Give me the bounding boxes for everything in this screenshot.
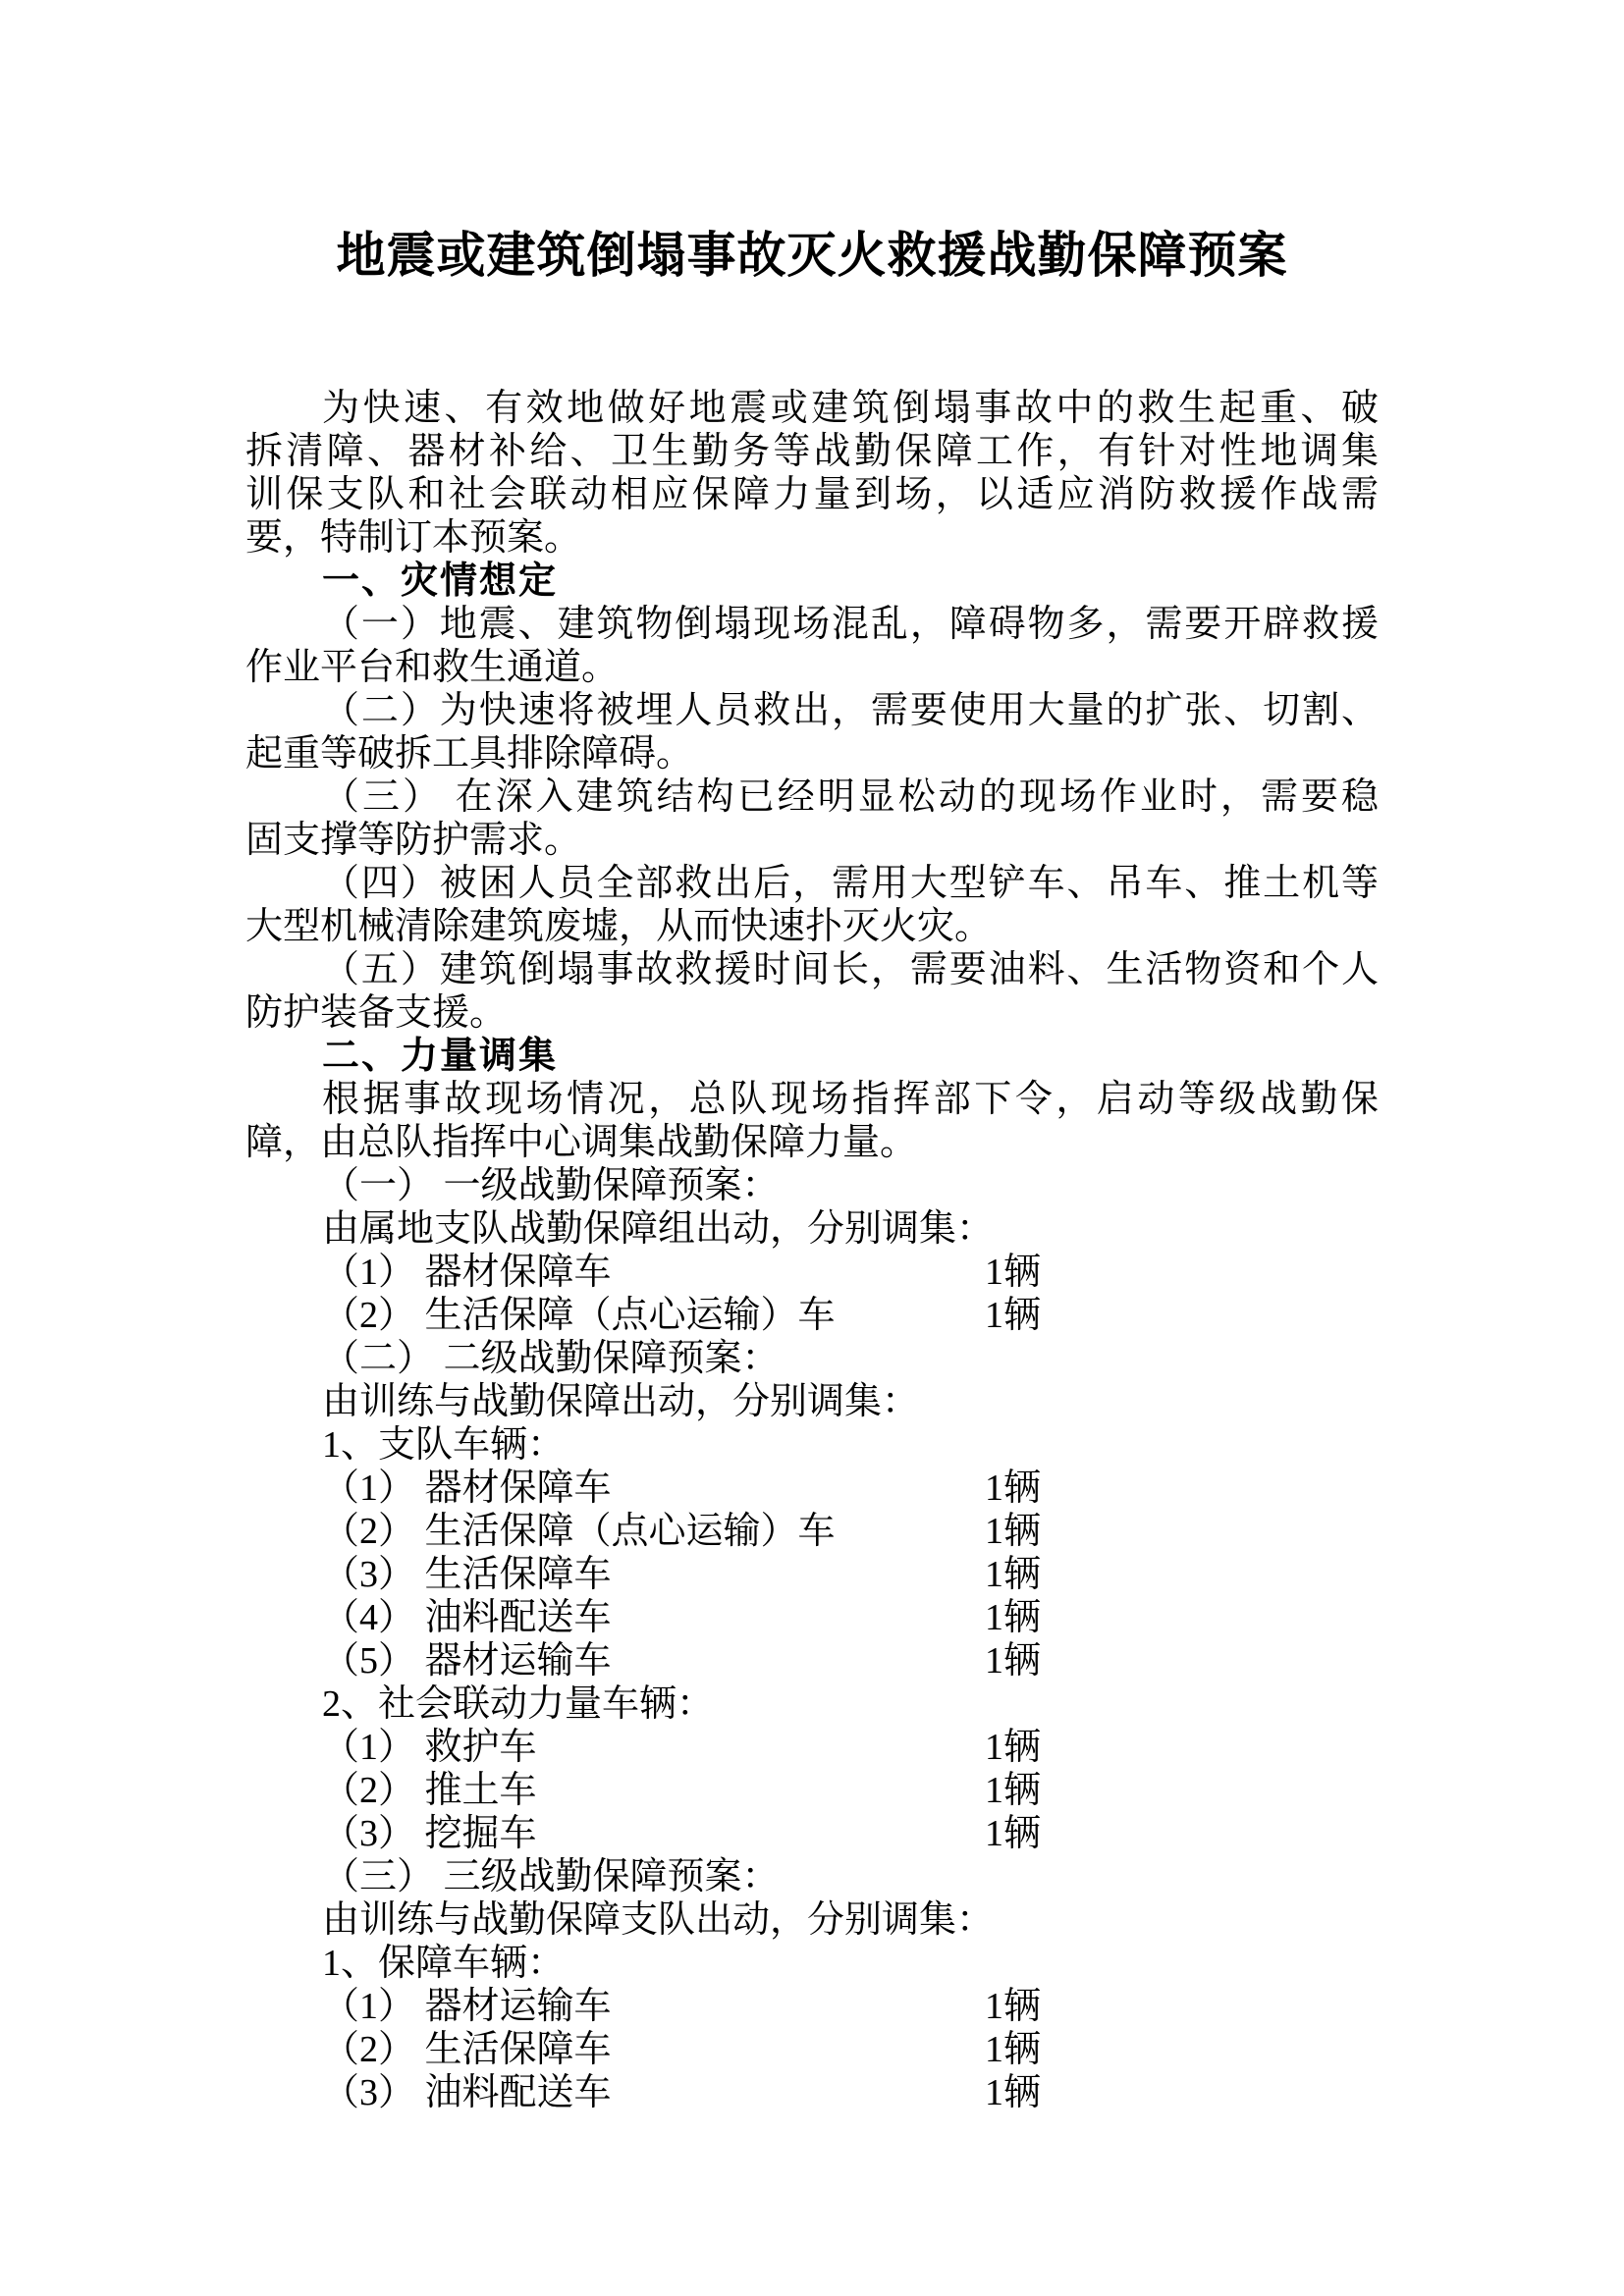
vehicle-row	[245, 1510, 1379, 1553]
vehicle-quantity: 1辆	[985, 1986, 1042, 2027]
vehicle-label: （3） 生活保障车	[322, 1554, 612, 1595]
document-title: 地震或建筑倒塌事故灭火救援战勤保障预案	[336, 228, 1288, 283]
paragraph-line: （三） 三级战勤保障预案：	[322, 1856, 780, 1897]
vehicle-label: （3） 挖掘车	[322, 1813, 537, 1854]
vehicle-row	[245, 1294, 1379, 1337]
paragraph-line: 固支撑等防护需求。	[245, 820, 582, 861]
vehicle-quantity: 1辆	[985, 2029, 1042, 2070]
paragraph-line: （一）地震、建筑物倒塌现场混乱，障碍物多，需要开辟救援	[322, 604, 1379, 645]
vehicle-quantity: 1辆	[985, 1554, 1042, 1595]
vehicle-label: （1） 器材保障车	[322, 1252, 612, 1293]
vehicle-quantity: 1辆	[985, 1597, 1042, 1638]
vehicle-quantity: 1辆	[985, 1813, 1042, 1854]
paragraph-line: 2、社会联动力量车辆：	[322, 1683, 715, 1725]
vehicle-label: （2） 推土车	[322, 1770, 537, 1811]
vehicle-row	[245, 1985, 1379, 2028]
vehicle-label: （2） 生活保障（点心运输）车	[322, 1511, 836, 1552]
vehicle-row	[245, 1467, 1379, 1510]
paragraph-line: 为快速、有效地做好地震或建筑倒塌事故中的救生起重、破	[322, 388, 1379, 429]
paragraph-line: 大型机械清除建筑废墟，从而快速扑灭火灾。	[245, 906, 993, 947]
paragraph-line: （五）建筑倒塌事故救援时间长，需要油料、生活物资和个人	[322, 949, 1379, 990]
paragraph-line: （二）为快速将被埋人员救出，需要使用大量的扩张、切割、	[322, 690, 1379, 731]
vehicle-quantity: 1辆	[985, 1252, 1042, 1293]
vehicle-row	[245, 2071, 1379, 2114]
vehicle-label: （5） 器材运输车	[322, 1640, 612, 1682]
paragraph-line: 由训练与战勤保障出动，分别调集：	[322, 1381, 920, 1422]
paragraph-line: （三） 在深入建筑结构已经明显松动的现场作业时，需要稳	[322, 776, 1379, 818]
paragraph-line: 1、保障车辆：	[322, 1943, 566, 1984]
vehicle-quantity: 1辆	[985, 1727, 1042, 1768]
paragraph-line: 要，特制订本预案。	[245, 517, 582, 559]
vehicle-row	[245, 1251, 1379, 1294]
document-body	[245, 387, 1379, 2114]
vehicle-label: （2） 生活保障（点心运输）车	[322, 1295, 836, 1336]
vehicle-label: （1） 救护车	[322, 1727, 537, 1768]
paragraph-line: 拆清障、器材补给、卫生勤务等战勤保障工作，有针对性地调集	[245, 431, 1379, 472]
vehicle-label: （1） 器材保障车	[322, 1468, 612, 1509]
paragraph-line: 起重等破拆工具排除障碍。	[245, 733, 694, 774]
vehicle-quantity: 1辆	[985, 1640, 1042, 1682]
paragraph-line: （四）被困人员全部救出后，需用大型铲车、吊车、推土机等	[322, 863, 1379, 904]
vehicle-quantity: 1辆	[985, 2072, 1042, 2113]
vehicle-label: （2） 生活保障车	[322, 2029, 612, 2070]
vehicle-label: （4） 油料配送车	[322, 1597, 612, 1638]
vehicle-row	[245, 1596, 1379, 1639]
paragraph-line: （一） 一级战勤保障预案：	[322, 1165, 780, 1206]
vehicle-quantity: 1辆	[985, 1770, 1042, 1811]
vehicle-row	[245, 2028, 1379, 2071]
paragraph-line: （二） 二级战勤保障预案：	[322, 1338, 780, 1379]
paragraph-line: 由属地支队战勤保障组出动，分别调集：	[322, 1208, 995, 1250]
section-heading: 一、灾情想定	[322, 561, 559, 602]
paragraph-line: 训保支队和社会联动相应保障力量到场，以适应消防救援作战需	[245, 474, 1379, 515]
vehicle-label: （3） 油料配送车	[322, 2072, 612, 2113]
paragraph-line: 1、支队车辆：	[322, 1424, 566, 1466]
vehicle-row	[245, 1812, 1379, 1855]
section-heading: 二、力量调集	[322, 1036, 559, 1077]
paragraph-line: 障，由总队指挥中心调集战勤保障力量。	[245, 1122, 918, 1163]
vehicle-row	[245, 1639, 1379, 1682]
vehicle-label: （1） 器材运输车	[322, 1986, 612, 2027]
vehicle-row	[245, 1726, 1379, 1769]
vehicle-quantity: 1辆	[985, 1511, 1042, 1552]
paragraph-line: 防护装备支援。	[245, 992, 508, 1034]
paragraph-line: 根据事故现场情况，总队现场指挥部下令，启动等级战勤保	[322, 1079, 1379, 1120]
vehicle-quantity: 1辆	[985, 1295, 1042, 1336]
vehicle-row	[245, 1553, 1379, 1596]
paragraph-line: 作业平台和救生通道。	[245, 647, 620, 688]
vehicle-row	[245, 1769, 1379, 1812]
vehicle-quantity: 1辆	[985, 1468, 1042, 1509]
paragraph-line: 由训练与战勤保障支队出动，分别调集：	[322, 1899, 995, 1941]
